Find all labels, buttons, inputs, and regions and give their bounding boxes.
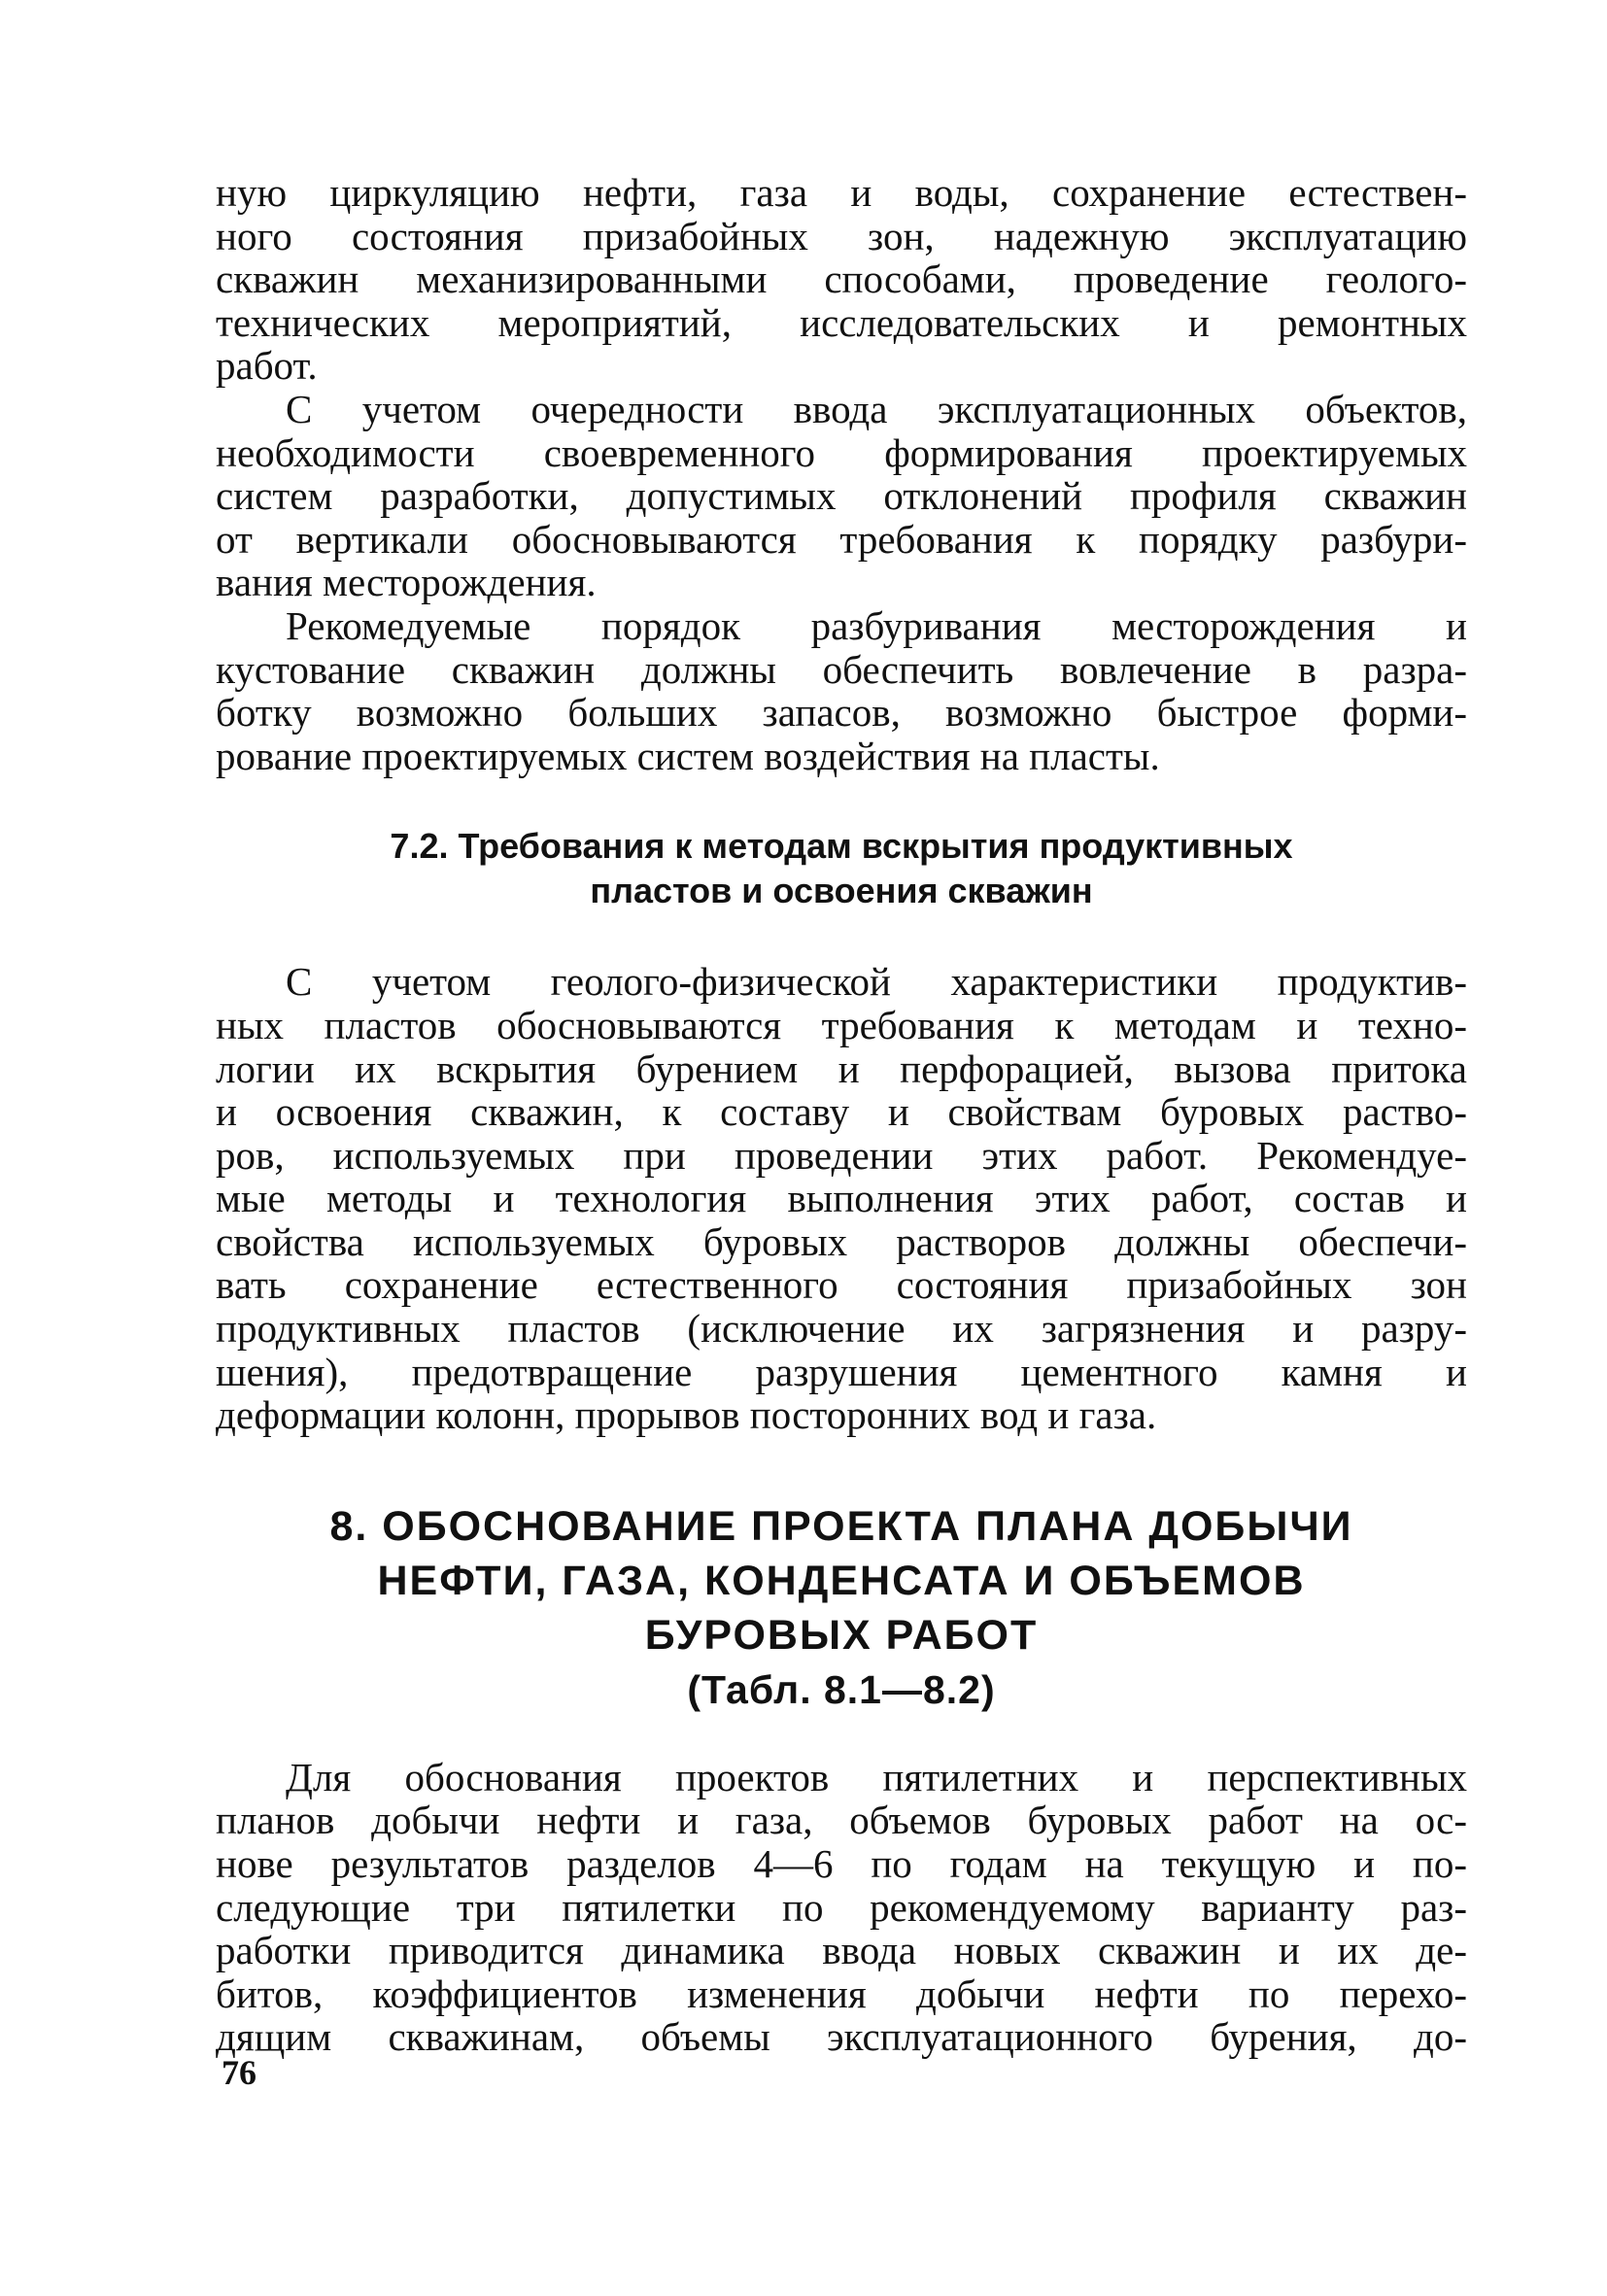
page-number: 76 xyxy=(222,2053,256,2092)
text-line: мые методы и технология выполнения этих работ, состав и xyxy=(216,1176,1467,1221)
chapter-heading xyxy=(216,1499,1467,1717)
text-line: рование проектируемых систем воздействия на пласты. xyxy=(216,733,1160,778)
table-reference: (Табл. 8.1—8.2) xyxy=(687,1666,996,1712)
text-line: свойства используемых буровых растворов должны обеспечи- xyxy=(216,1218,1467,1264)
page-body xyxy=(216,171,1467,2059)
text-line: битов, коэффициентов изменения добычи нефти по перехо- xyxy=(216,1970,1467,2016)
text-line: работки приводится динамика ввода новых скважин и их де- xyxy=(216,1928,1467,1973)
text-line: необходимости своевременного формирования проектируемых xyxy=(216,429,1467,475)
text-line: нове результатов разделов 4—6 по годам на текущую и по- xyxy=(216,1841,1467,1887)
text-line: ботку возможно больших запасов, возможно быстрое форми- xyxy=(216,690,1467,736)
heading-line: НЕФТИ, ГАЗА, КОНДЕНСАТА И ОБЪЕМОВ xyxy=(377,1557,1306,1604)
text-line: систем разработки, допустимых отклонений профиля скважин xyxy=(216,473,1467,519)
text-line: С учетом геолого-физической характеристики продуктив- xyxy=(286,959,1467,1005)
text-line: от вертикали обосновываются требования к порядку разбури- xyxy=(216,516,1467,562)
paragraph xyxy=(216,1756,1467,2059)
text-line: вания месторождения. xyxy=(216,560,597,605)
heading-line: 8. ОБОСНОВАНИЕ ПРОЕКТА ПЛАНА ДОБЫЧИ xyxy=(329,1502,1353,1550)
heading-line: БУРОВЫХ РАБОТ xyxy=(644,1611,1039,1659)
subheading-line: 7.2. Требования к методам вскрытия продуктивных xyxy=(390,826,1293,867)
text-line: ров, используемых при проведении этих работ. Рекомендуе- xyxy=(216,1132,1467,1178)
text-line: кустование скважин должны обеспечить вовлечение в разра- xyxy=(216,646,1467,692)
paragraph xyxy=(216,604,1467,777)
text-line: технических мероприятий, исследовательских и ремонтных xyxy=(216,299,1467,345)
text-line: и освоения скважин, к составу и свойствам буровых раство- xyxy=(216,1089,1467,1135)
text-line: ных пластов обосновываются требования к методам и техно- xyxy=(216,1002,1467,1047)
text-line: следующие три пятилетки по рекомендуемому варианту раз- xyxy=(216,1884,1467,1930)
text-line: продуктивных пластов (исключение их загрязнения и разру- xyxy=(216,1306,1467,1352)
text-line: логии их вскрытия бурением и перфорацией, вызова притока xyxy=(216,1045,1467,1091)
text-line: С учетом очередности ввода эксплуатационных объектов, xyxy=(286,386,1467,431)
text-line: деформации колонн, прорывов посторонних вод и газа. xyxy=(216,1392,1157,1438)
paragraph xyxy=(216,960,1467,1437)
text-line: Для обоснования проектов пятилетних и перспективных xyxy=(286,1754,1467,1799)
text-line: ного состояния призабойных зон, надежную эксплуатацию xyxy=(216,213,1467,258)
text-line: дящим скважинам, объемы эксплуатационного бурения, до- xyxy=(216,2014,1467,2060)
text-line: шения), предотвращение разрушения цементного камня и xyxy=(216,1349,1467,1394)
text-line: Рекомедуемые порядок разбуривания месторождения и xyxy=(286,602,1467,648)
text-line: работ. xyxy=(216,343,318,389)
text-line: планов добычи нефти и газа, объемов буровых работ на ос- xyxy=(216,1798,1467,1843)
text-line: вать сохранение естественного состояния призабойных зон xyxy=(216,1262,1467,1308)
text-line: скважин механизированными способами, проведение геолого- xyxy=(216,257,1467,302)
text-line: ную циркуляцию нефти, газа и воды, сохранение естествен- xyxy=(216,170,1467,215)
subheading-line: пластов и освоения скважин xyxy=(590,871,1093,911)
paragraph xyxy=(216,388,1467,604)
paragraph xyxy=(216,171,1467,388)
section-subheading xyxy=(216,824,1467,913)
